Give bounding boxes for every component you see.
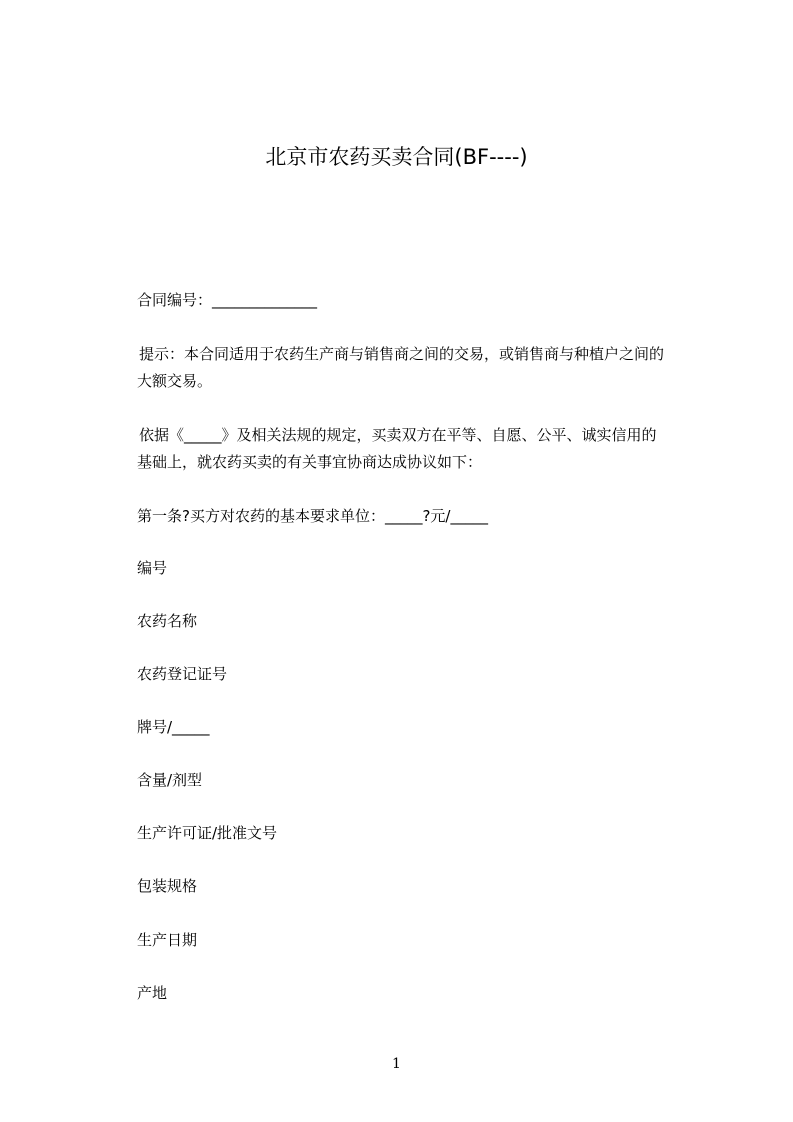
field-production-date: 生产日期 [137, 931, 198, 949]
field-number: 编号 [137, 559, 168, 577]
field-registration-number: 农药登记证号 [137, 665, 228, 683]
hint-line-2: 大额交易。 [137, 372, 213, 390]
field-pesticide-name: 农药名称 [137, 612, 198, 630]
article-1: 第一条?买方对农药的基本要求单位：_____?元/_____ [137, 507, 488, 525]
hint-paragraph [137, 341, 702, 395]
document-title: 北京市农药买卖合同(BF----) [265, 145, 528, 169]
field-production-license: 生产许可证/批准文号 [137, 824, 278, 842]
hint-line-1: 提示：本合同适用于农药生产商与销售商之间的交易，或销售商与种植户之间的 [139, 345, 665, 363]
field-package-spec: 包装规格 [137, 877, 198, 895]
field-brand: 牌号/_____ [137, 718, 210, 736]
basis-paragraph [137, 422, 702, 476]
field-content-formulation: 含量/剂型 [137, 771, 203, 789]
field-origin: 产地 [137, 984, 168, 1002]
page-number: 1 [392, 1056, 401, 1072]
basis-line-1: 依据《_____》及相关法规的规定，买卖双方在平等、自愿、公平、诚实信用的 [139, 426, 657, 444]
contract-number-line: 合同编号：______________ [137, 291, 318, 309]
basis-line-2: 基础上，就农药买卖的有关事宜协商达成协议如下： [137, 453, 483, 471]
